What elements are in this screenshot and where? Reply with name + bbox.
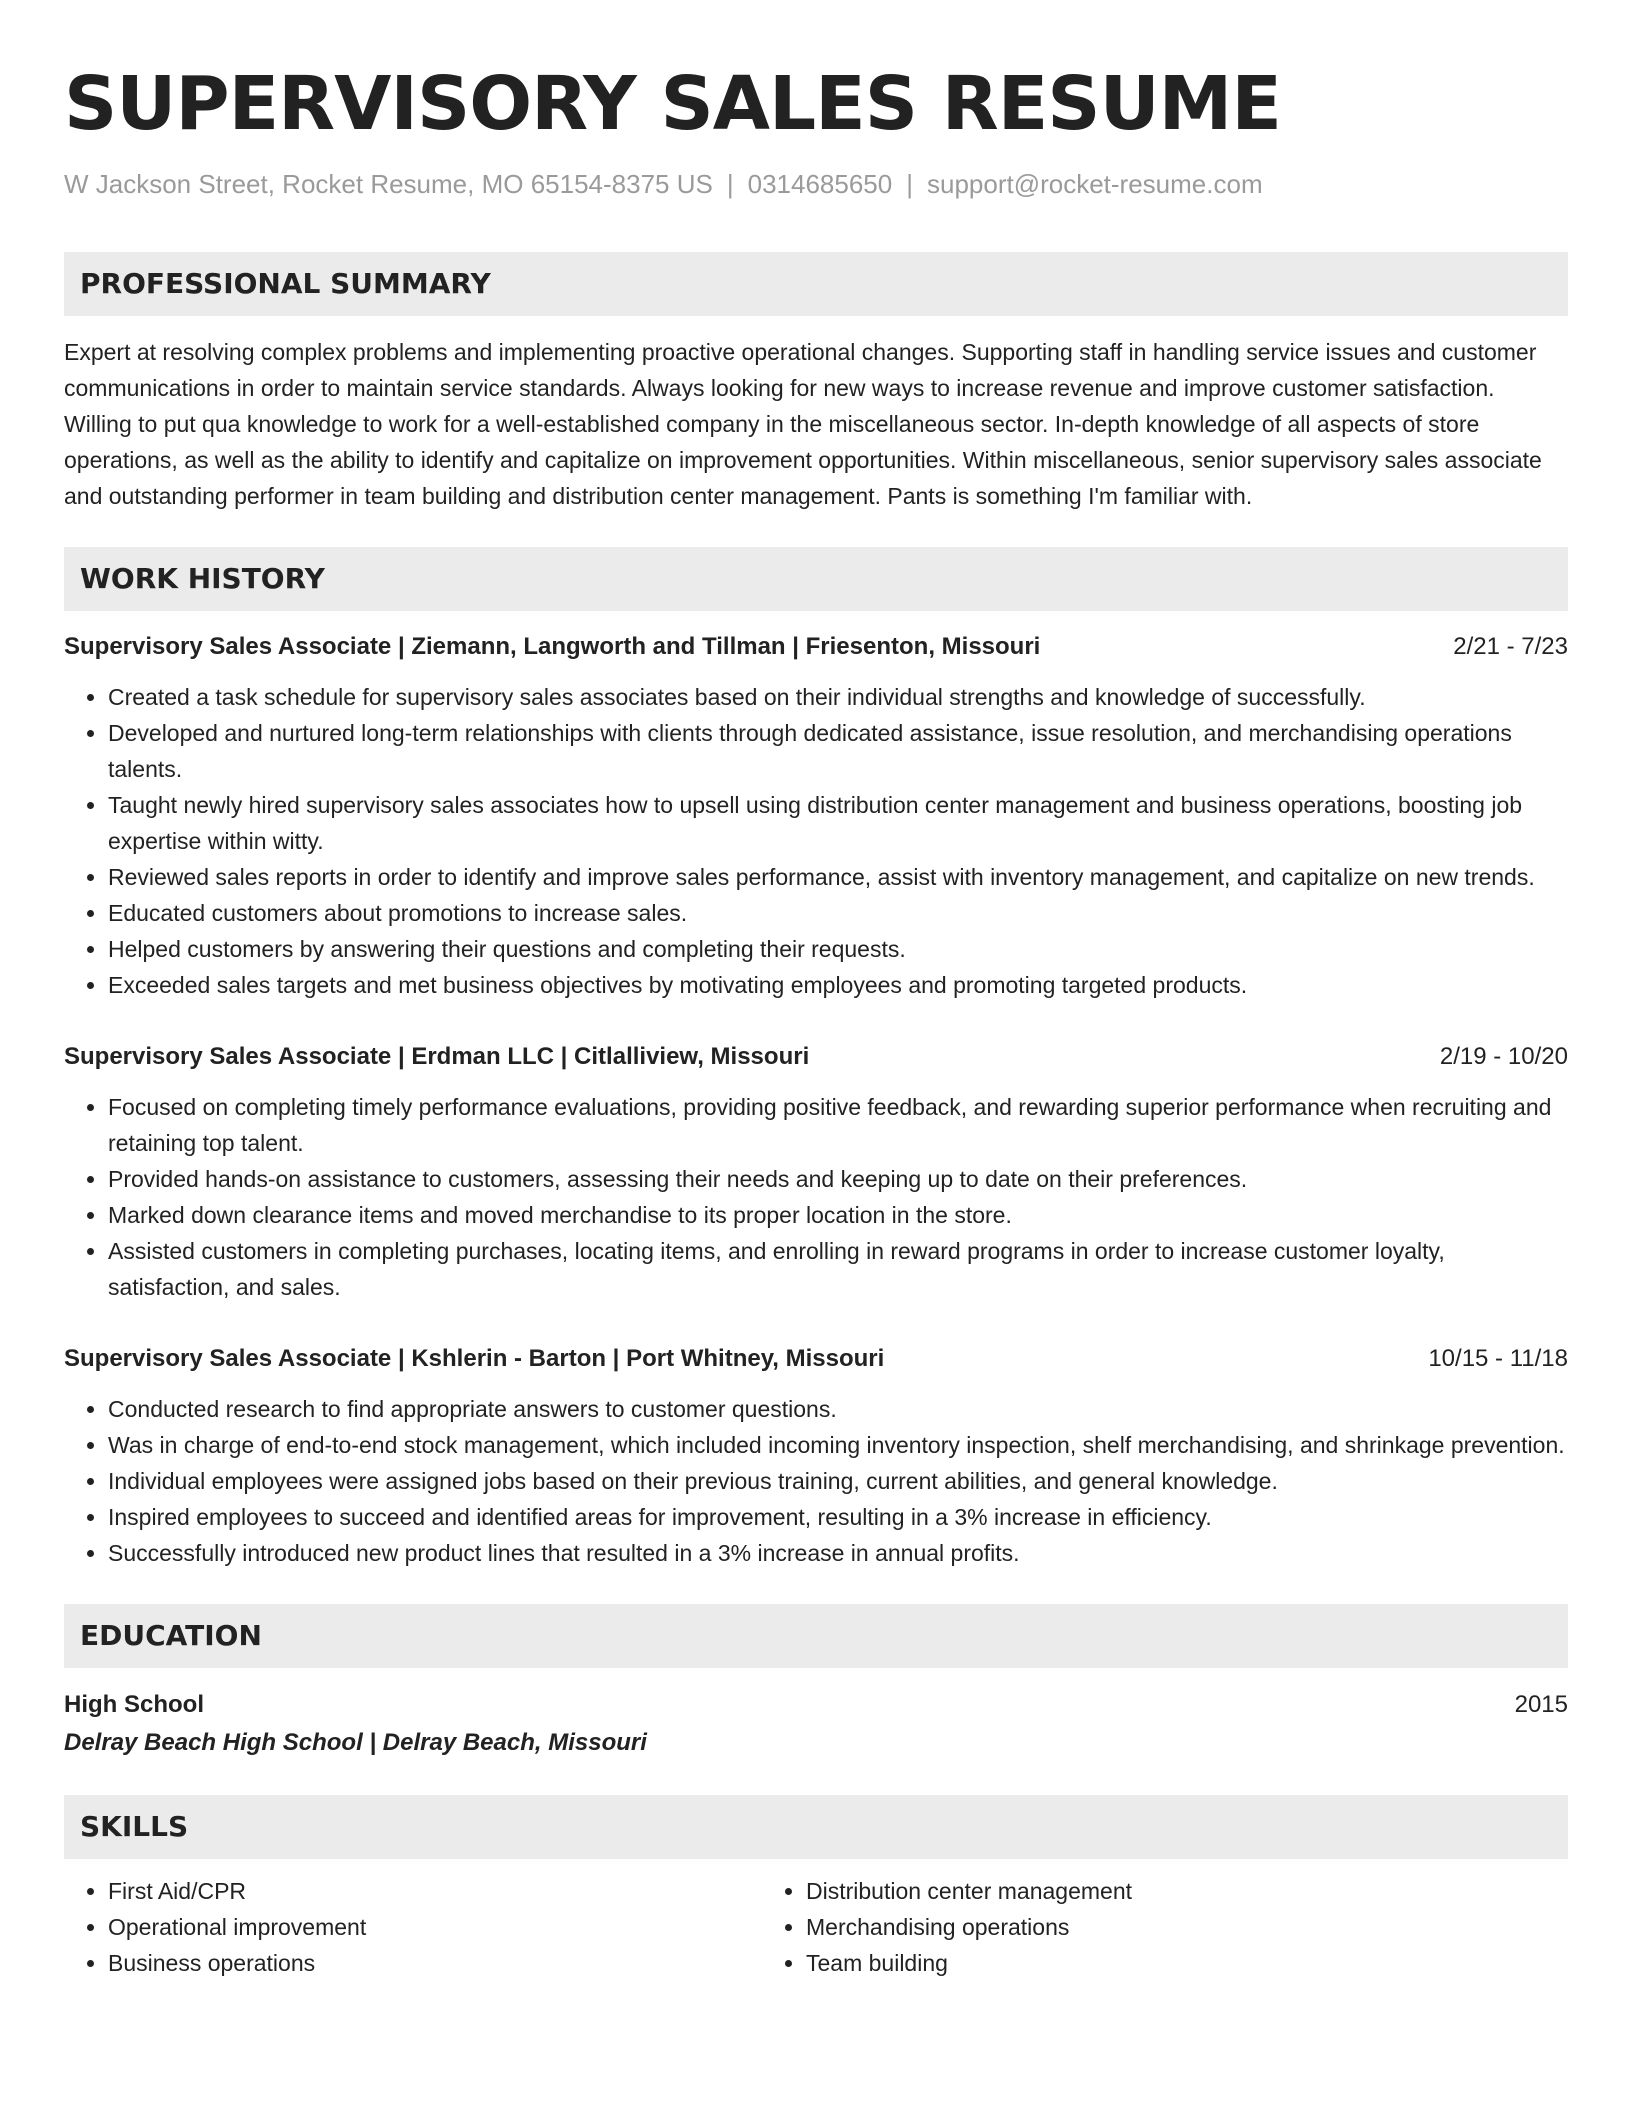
skill-item: • First Aid/CPR — [108, 1873, 762, 1909]
job-bullet: • Was in charge of end-to-end stock management, which included incoming inventory inspection, shelf merchandising, and shrinkage prevention. — [108, 1427, 1568, 1463]
skill-item: • Merchandising operations — [806, 1909, 1568, 1945]
skill-item: • Operational improvement — [108, 1909, 762, 1945]
job-bullet: • Conducted research to find appropriate answers to customer questions. — [108, 1391, 1568, 1427]
job-bullet: • Provided hands-on assistance to customers, assessing their needs and keeping up to date on their preferences. — [108, 1161, 1568, 1197]
contact-address: W Jackson Street, Rocket Resume, MO 65154-8375 US — [64, 169, 713, 199]
skill-item: • Distribution center management — [806, 1873, 1568, 1909]
job-bullet: • Assisted customers in completing purchases, locating items, and enrolling in reward programs in order to increase customer loyalty, satisfaction, and sales. — [108, 1233, 1568, 1305]
job-bullets — [64, 1089, 1568, 1305]
job-title: Supervisory Sales Associate | Kshlerin - Barton | Port Whitney, Missouri — [64, 1345, 885, 1372]
contact-separator: | — [726, 169, 734, 199]
job-title: Supervisory Sales Associate | Erdman LLC | Citlalliview, Missouri — [64, 1043, 810, 1070]
job-bullet: • Individual employees were assigned jobs based on their previous training, current abilities, and general knowledge. — [108, 1463, 1568, 1499]
job-dates: 2/19 - 10/20 — [1439, 1043, 1568, 1070]
job-bullet: • Exceeded sales targets and met business objectives by motivating employees and promoting targeted products. — [108, 967, 1568, 1003]
section-heading-education: EDUCATION — [64, 1604, 1568, 1668]
job-bullet: • Helped customers by answering their questions and completing their requests. — [108, 931, 1568, 967]
section-heading-work: WORK HISTORY — [64, 547, 1568, 611]
skills-list — [64, 1873, 1568, 1981]
skill-item: • Team building — [806, 1945, 1568, 1981]
job-entry — [64, 1341, 1568, 1571]
resume-title: SUPERVISORY SALES RESUME — [64, 61, 1281, 147]
job-bullet: • Reviewed sales reports in order to identify and improve sales performance, assist with inventory management, and capitalize on new trends. — [108, 859, 1568, 895]
education-entry — [64, 1686, 1568, 1762]
contact-line — [64, 166, 1568, 202]
job-header — [64, 1039, 1568, 1075]
job-bullet: • Marked down clearance items and moved merchandise to its proper location in the store. — [108, 1197, 1568, 1233]
job-entry — [64, 629, 1568, 1003]
job-header — [64, 1341, 1568, 1377]
education-school: Delray Beach High School | Delray Beach, Missouri — [64, 1729, 647, 1756]
job-dates: 10/15 - 11/18 — [1428, 1345, 1568, 1372]
contact-phone: 0314685650 — [747, 169, 893, 199]
resume-page — [64, 54, 1568, 1981]
job-bullets — [64, 1391, 1568, 1571]
job-bullets — [64, 679, 1568, 1003]
job-bullet: • Developed and nurtured long-term relationships with clients through dedicated assistance, issue resolution, and merchandising operations talents. — [108, 715, 1568, 787]
job-bullet: • Focused on completing timely performance evaluations, providing positive feedback, and rewarding superior performance when recruiting and retaining top talent. — [108, 1089, 1568, 1161]
skill-item: • Business operations — [108, 1945, 762, 1981]
skills-column-2 — [762, 1873, 1568, 1981]
job-bullet: • Successfully introduced new product lines that resulted in a 3% increase in annual profits. — [108, 1535, 1568, 1571]
education-degree: High School — [64, 1691, 204, 1718]
section-heading-skills: SKILLS — [64, 1795, 1568, 1859]
education-year: 2015 — [1514, 1691, 1568, 1718]
section-heading-summary: PROFESSIONAL SUMMARY — [64, 252, 1568, 316]
education-header — [64, 1686, 1568, 1724]
job-bullet: • Inspired employees to succeed and identified areas for improvement, resulting in a 3% increase in efficiency. — [108, 1499, 1568, 1535]
job-bullet: • Taught newly hired supervisory sales associates how to upsell using distribution center management and business operations, boosting job expertise within witty. — [108, 787, 1568, 859]
job-bullet: • Educated customers about promotions to increase sales. — [108, 895, 1568, 931]
contact-email[interactable]: support@rocket-resume.com — [926, 169, 1263, 199]
job-header — [64, 629, 1568, 665]
job-title: Supervisory Sales Associate | Ziemann, Langworth and Tillman | Friesenton, Missouri — [64, 633, 1041, 660]
skills-column-1 — [64, 1873, 762, 1981]
job-bullet: • Created a task schedule for supervisory sales associates based on their individual strengths and knowledge of successfully. — [108, 679, 1568, 715]
contact-separator: | — [906, 169, 913, 199]
job-entry — [64, 1039, 1568, 1305]
summary-text: Expert at resolving complex problems and implementing proactive operational changes. Supporting staff in handling service issues and customer communications in order to maintain service standards. Always looking for new ways to increase revenue and improve customer satisfaction. Willing to put qua knowledge to work for a well-established company in the miscellaneous sector. In-depth knowledge of all aspects of store operations, as well as the ability to identify and capitalize on improvement opportunities. Within miscellaneous, senior supervisory sales associate and outstanding performer in team building and distribution center management. Pants is something I'm familiar with. — [64, 339, 1542, 509]
job-dates: 2/21 - 7/23 — [1453, 633, 1568, 660]
